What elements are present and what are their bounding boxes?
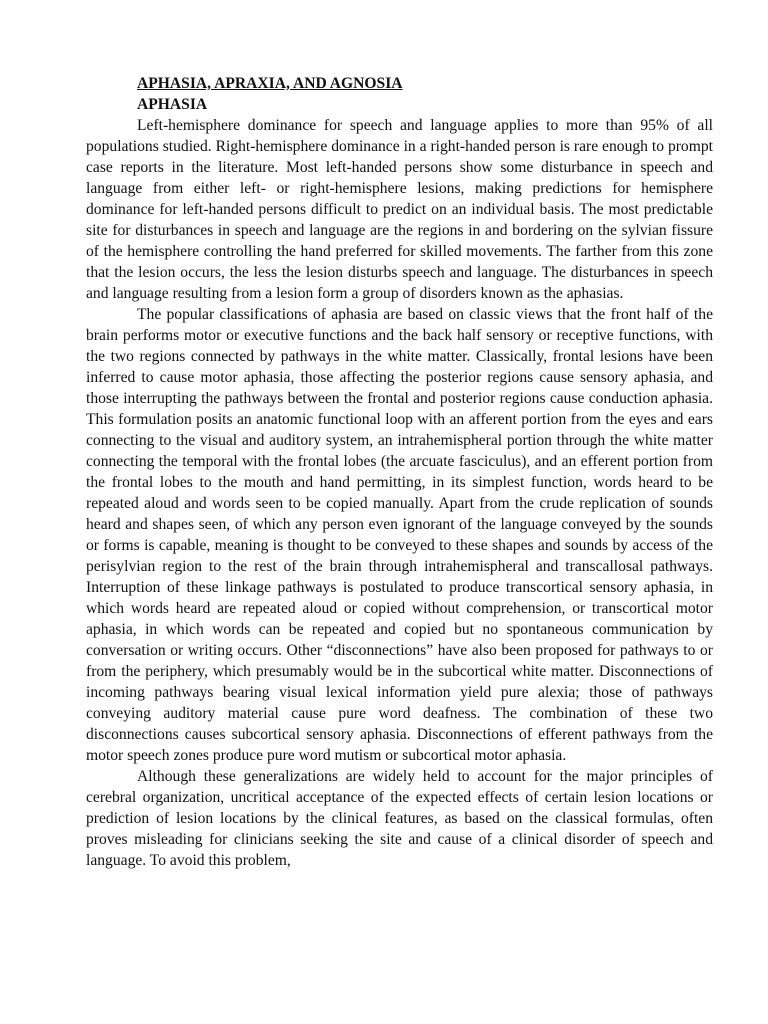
document-page xyxy=(86,73,713,871)
paragraph-2: The popular classifications of aphasia are based on classic views that the front half of the brain performs motor or executive functions and the back half sensory or receptive functions, with the two regions connected by pathways in the white matter. Classically, frontal lesions have been inferred to cause motor aphasia, those affecting the posterior regions cause sensory aphasia, and those interrupting the pathways between the frontal and posterior regions cause conduction aphasia. This formulation posits an anatomic functional loop with an afferent portion from the eyes and ears connecting to the visual and auditory system, an intrahemispheral portion through the white matter connecting the temporal with the frontal lobes (the arcuate fasciculus), and an efferent portion from the frontal lobes to the mouth and hand permitting, in its simplest function, words heard to be repeated aloud and words seen to be copied manually. Apart from the crude replication of sounds heard and shapes seen, of which any person even ignorant of the language conveyed by the sounds or forms is capable, meaning is thought to be conveyed to these shapes and sounds by access of the perisylvian region to the rest of the brain through intrahemispheral and transcallosal pathways. Interruption of these linkage pathways is postulated to produce transcortical sensory aphasia, in which words heard are repeated aloud or copied without comprehension, or transcortical motor aphasia, in which words can be repeated and copied but no spontaneous communication by conversation or writing occurs. Other “disconnections” have also been proposed for pathways to or from the periphery, which presumably would be in the subcortical white matter. Disconnections of incoming pathways bearing visual lexical information yield pure alexia; those of pathways conveying auditory material cause pure word deafness. The combination of these two disconnections causes subcortical sensory aphasia. Disconnections of efferent pathways from the motor speech zones produce pure word mutism or subcortical motor aphasia. xyxy=(86,306,713,764)
document-title: APHASIA, APRAXIA, AND AGNOSIA xyxy=(137,75,403,92)
paragraph-3: Although these generalizations are widely held to account for the major principles of cerebral organization, uncritical acceptance of the expected effects of certain lesion locations or prediction of lesion locations by the clinical features, as based on the classical formulas, often proves misleading for clinicians seeking the site and cause of a clinical disorder of speech and language. To avoid this problem, xyxy=(86,768,713,869)
section-heading: APHASIA xyxy=(137,96,208,113)
paragraph-1: Left-hemisphere dominance for speech and language applies to more than 95% of all populations studied. Right-hemisphere dominance in a right-handed person is rare enough to prompt case reports in the literature. Most left-handed persons show some disturbance in speech and language from either left- or right-hemisphere lesions, making predictions for hemisphere dominance for left-handed persons difficult to predict on an individual basis. The most predictable site for disturbances in speech and language are the regions in and bordering on the sylvian fissure of the hemisphere controlling the hand preferred for skilled movements. The farther from this zone that the lesion occurs, the less the lesion disturbs speech and language. The disturbances in speech and language resulting from a lesion form a group of disorders known as the aphasias. xyxy=(86,117,713,302)
